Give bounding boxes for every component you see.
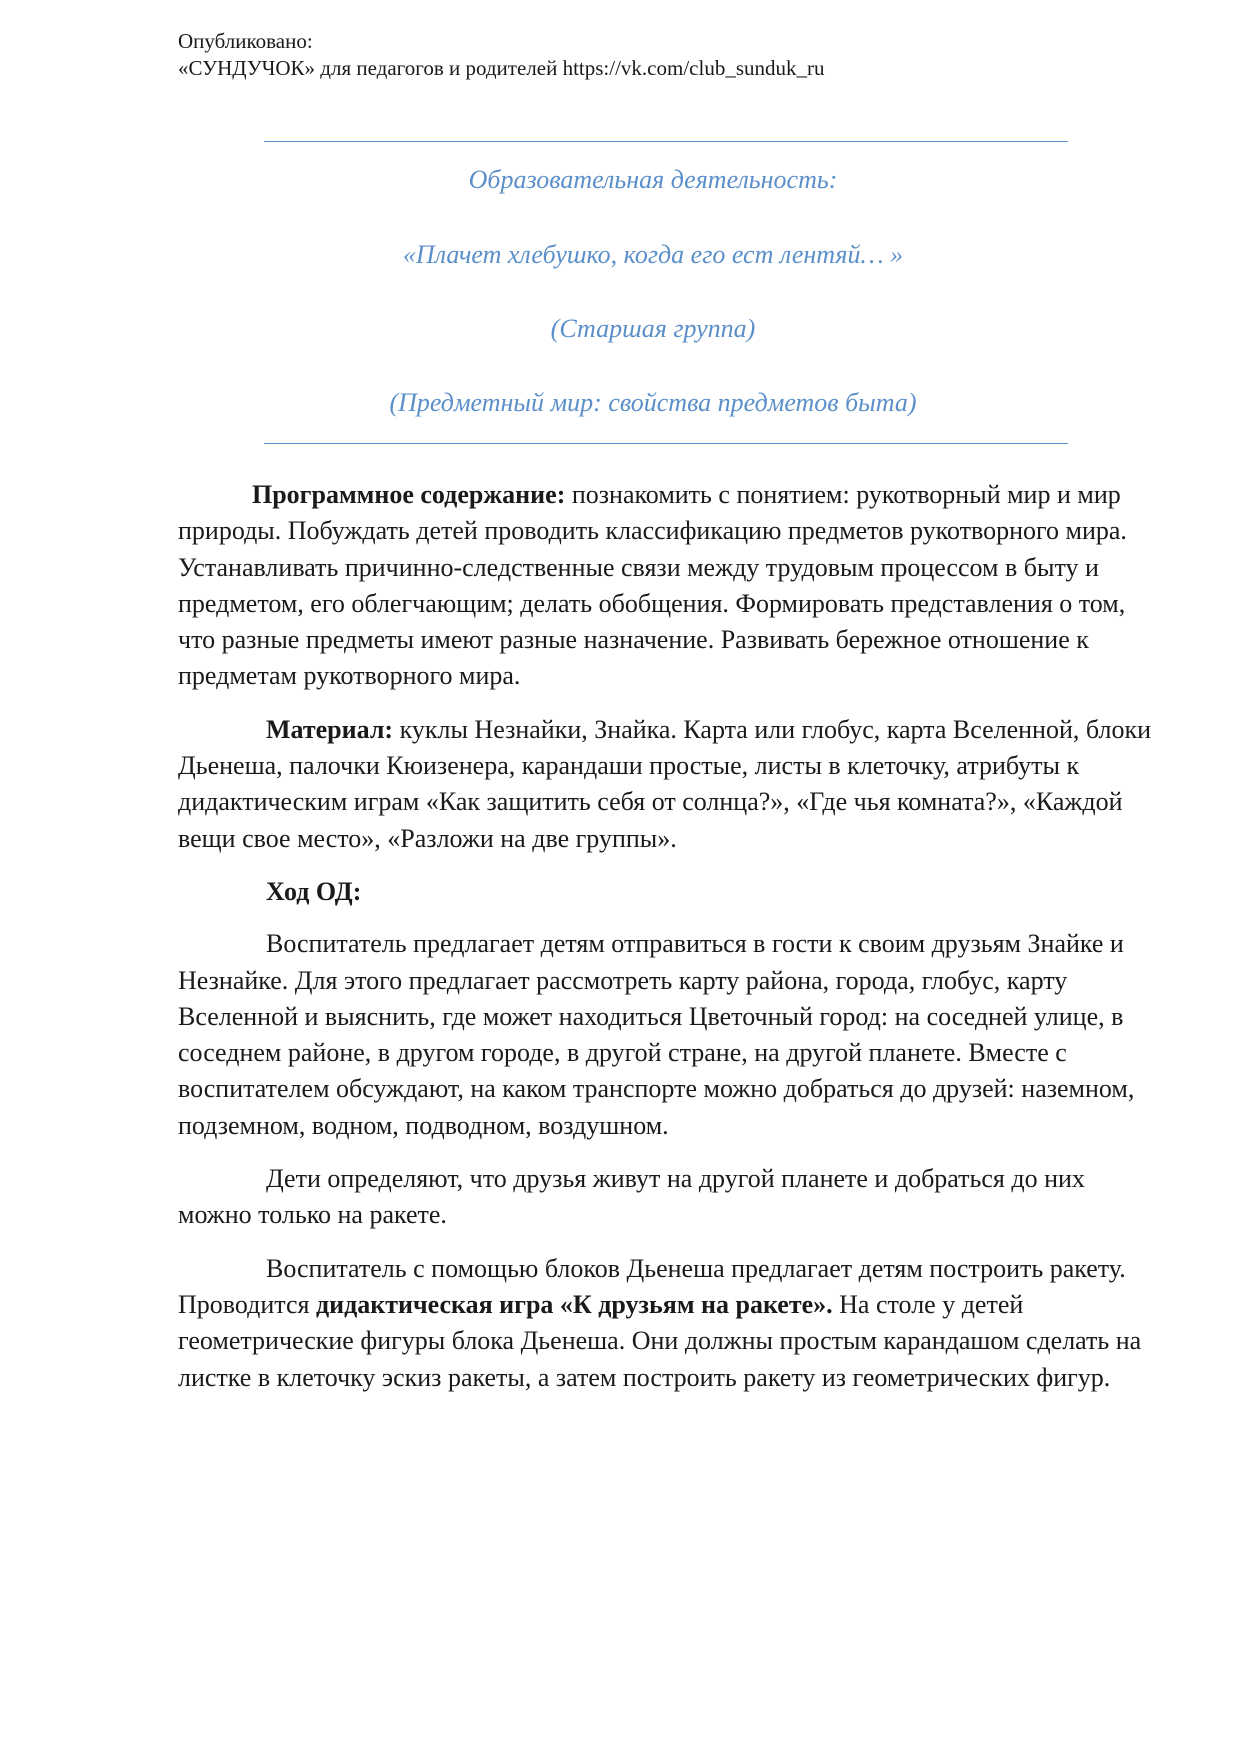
title-subject: (Предметный мир: свойства предметов быта) [389,388,917,417]
material-label: Материал: [266,714,394,744]
title-bottom-rule [264,443,1068,444]
material-text: куклы Незнайки, Знайка. Карта или глобус, карта Вселенной, блоки Дьенеша, палочки Кюизенера, карандаши простые, листы в клеточку, атрибуты к дидактическим играм «Как защитить себя от солнца?», «Где чья комната?», «Каждой вещи свое место», «Разложи на две группы». [178,714,1151,853]
program-content-label: Программное содержание: [252,480,566,509]
didactic-game-title: дидактическая игра «К друзьям на ракете». [315,1289,833,1319]
course-paragraph-2: Дети определяют, что друзья живут на другой планете и добраться до них можно только на ракете. [178,1164,1085,1230]
title-group: (Старшая группа) [550,314,756,343]
title-top-rule [264,141,1068,142]
document-body [178,477,1164,1413]
course-paragraph-3-start: Воспитатель с помощью блоков Дьенеша предлагает детям построить ракету. Проводится [178,1253,1126,1319]
title-activity-type: Образовательная деятельность: [468,165,838,194]
title-main: «Плачет хлебушко, когда его ест лентяй… » [402,240,904,269]
material-paragraph [178,712,1164,857]
header-source-line: «СУНДУЧОК» для педагогов и родителей https://vk.com/club_sunduk_ru [178,56,825,80]
program-content-text: познакомить с понятием: рукотворный мир и мир природы. Побуждать детей проводить классификацию предметов рукотворного мира. Устанавливать причинно-следственные связи между трудовым процессом в быту и предметом, его облегчающим; делать обобщения. Формировать представления о том, что разные предметы имеют разные назначение. Развивать бережное отношение к предметам рукотворного мира. [178,480,1127,691]
course-heading: Ход ОД: [266,876,362,906]
course-paragraph-1: Воспитатель предлагает детям отправиться в гости к своим друзьям Знайке и Незнайке. Для этого предлагает рассмотреть карту района, города, глобус, карту Вселенной и выяснить, где может находиться Цветочный город: на соседней улице, в соседнем районе, в другом городе, в другой стране, на другой планете. Вместе с воспитателем обсуждают, на каком транспорте можно добраться до друзей: наземном, подземном, водном, подводном, воздушном. [178,929,1135,1140]
course-paragraph-3 [178,1251,1164,1396]
program-content-paragraph [178,477,1164,695]
header-published-label: Опубликовано: [178,29,313,53]
publication-header [178,28,825,82]
course-paragraph-3-end: На столе у детей геометрические фигуры блока Дьенеша. Они должны простым карандашом сделать на листке в клеточку эскиз ракеты, а затем построить ракету из геометрических фигур. [178,1289,1142,1392]
